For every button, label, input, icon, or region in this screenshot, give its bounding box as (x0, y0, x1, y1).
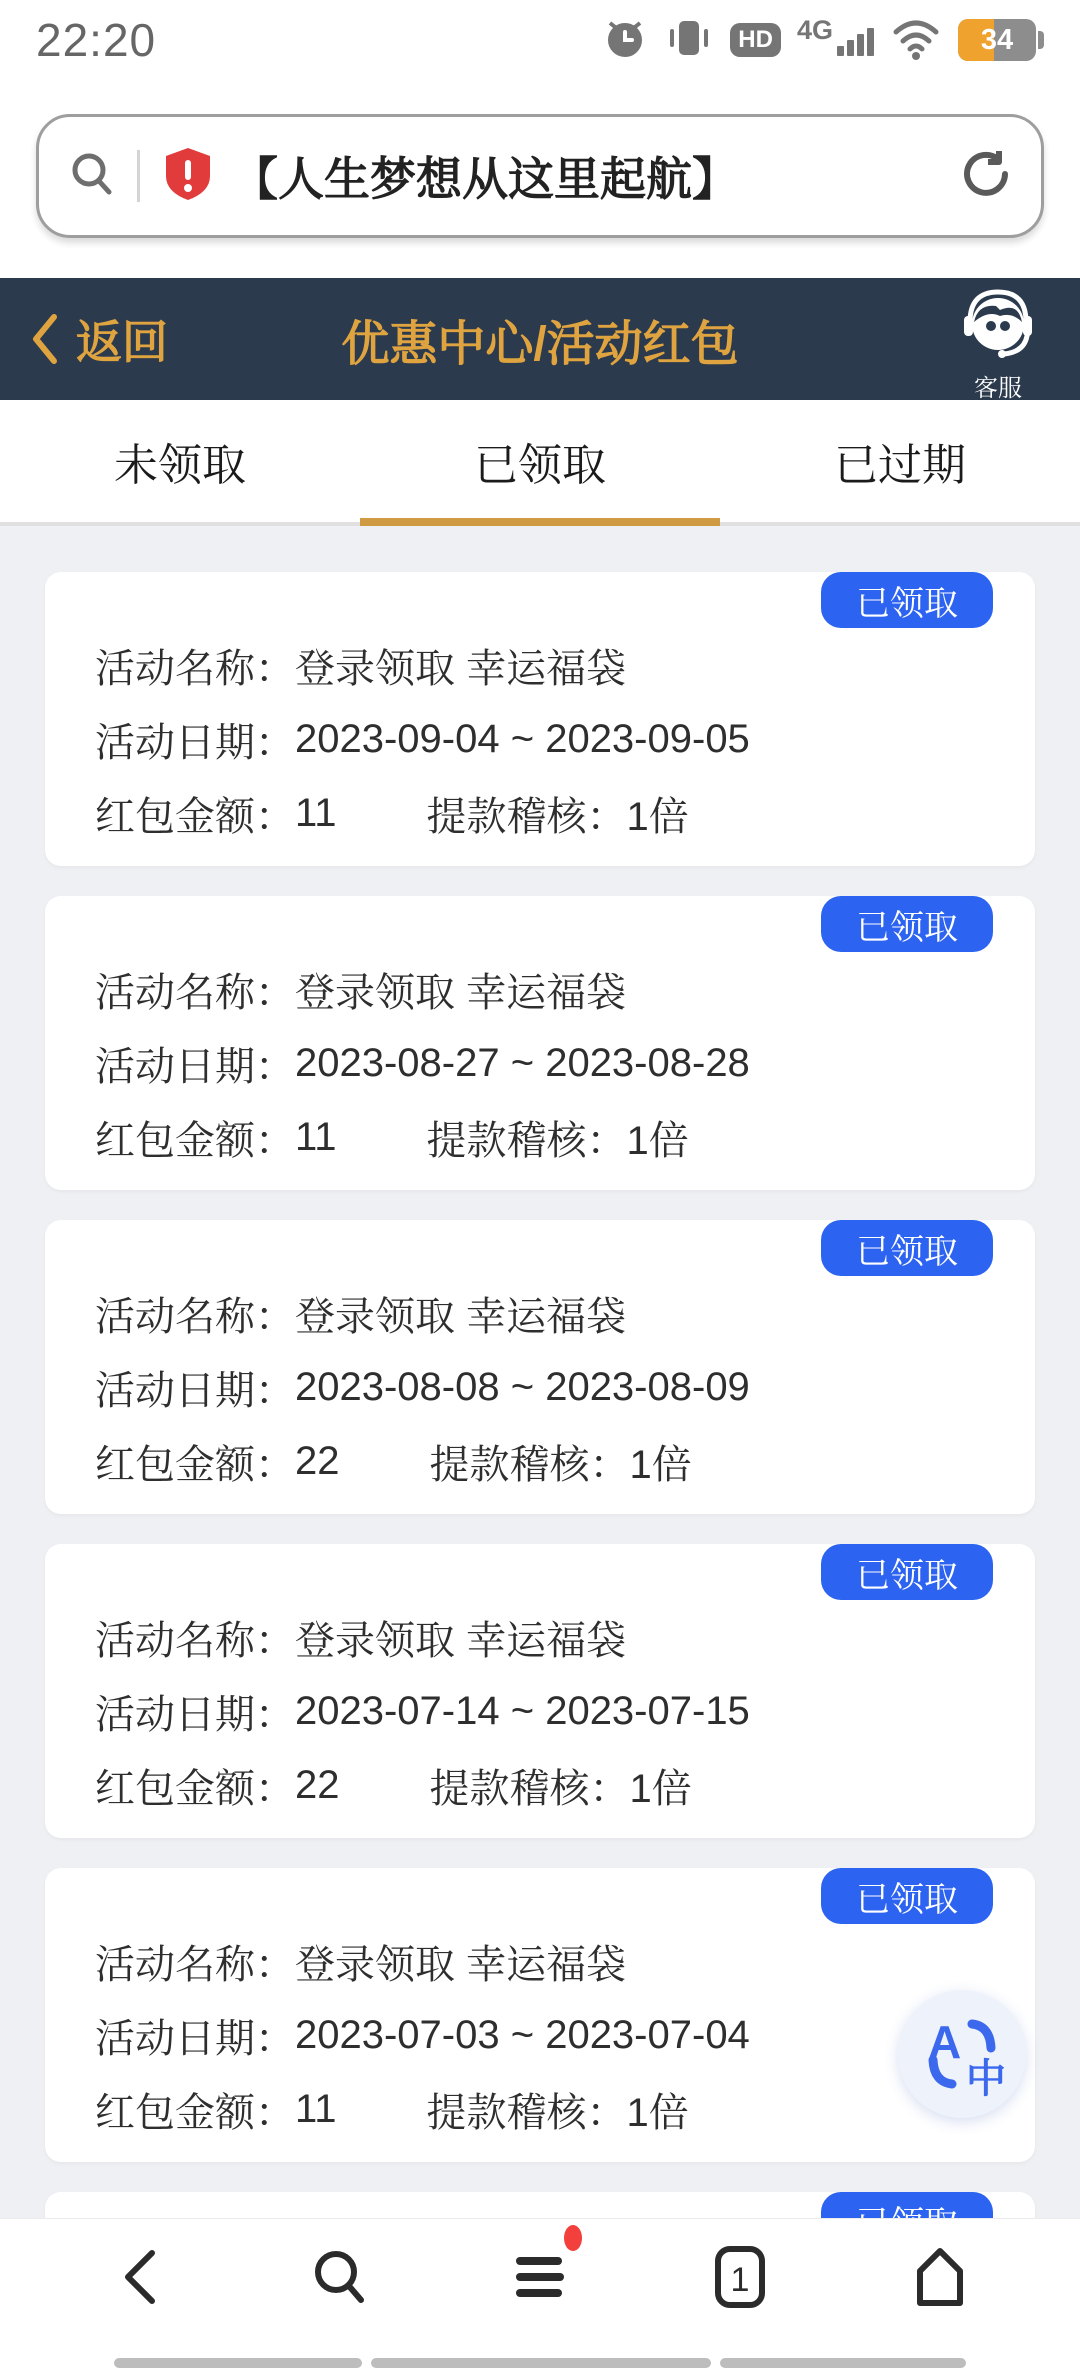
activity-date-row: 活动日期： 2023-08-27 ~ 2023-08-28 (95, 1040, 750, 1089)
customer-service-button[interactable] (960, 286, 1036, 403)
tab-bar (0, 400, 1080, 526)
svg-text:A: A (928, 2016, 962, 2068)
activity-amount-row: 红包金额： 11 提款稽核： 1倍 (95, 2086, 689, 2135)
refresh-icon[interactable] (959, 147, 1013, 206)
activity-amount-row: 红包金额： 22 提款稽核： 1倍 (95, 1762, 692, 1811)
status-badge: 已领取 (821, 1220, 993, 1276)
promo-card[interactable] (45, 1868, 1035, 2162)
activity-name-row: 活动名称： 登录领取 幸运福袋 (95, 970, 627, 1015)
alarm-icon (602, 15, 648, 66)
url-bar[interactable] (36, 114, 1044, 238)
nav-menu-button[interactable] (500, 2237, 580, 2317)
activity-name-row: 活动名称： 登录领取 幸运福袋 (95, 1618, 627, 1663)
security-warning-icon[interactable] (162, 146, 214, 207)
nav-back-button[interactable] (100, 2237, 180, 2317)
activity-date-row: 活动日期： 2023-09-04 ~ 2023-09-05 (95, 716, 750, 765)
wifi-icon (890, 16, 942, 65)
search-icon[interactable] (67, 148, 119, 205)
promo-card[interactable] (45, 1544, 1035, 1838)
translate-fab[interactable] (898, 1990, 1026, 2118)
activity-name-row: 活动名称： 登录领取 幸运福袋 (95, 1942, 627, 1987)
chevron-left-icon (118, 2245, 162, 2309)
page-header (0, 278, 1080, 400)
nav-tabs-button[interactable] (700, 2237, 780, 2317)
chevron-left-icon (30, 311, 60, 367)
bottom-handle-bars[interactable] (0, 2358, 1080, 2368)
service-label: 客服 (974, 375, 1022, 402)
tab-claimed[interactable]: 已领取 (360, 400, 720, 522)
activity-amount-row: 红包金额： 22 提款稽核： 1倍 (95, 1438, 692, 1487)
activity-date-row: 活动日期： 2023-08-08 ~ 2023-08-09 (95, 1364, 750, 1413)
nav-search-button[interactable] (300, 2237, 380, 2317)
translate-icon (914, 2006, 1010, 2102)
battery-icon (958, 19, 1044, 61)
nav-home-button[interactable] (900, 2237, 980, 2317)
status-badge: 已领取 (821, 896, 993, 952)
clock-time: 22:20 (36, 14, 157, 66)
tab-expired[interactable]: 已过期 (834, 441, 966, 490)
browser-bottom-nav (0, 2218, 1080, 2376)
back-label: 返回 (76, 316, 168, 368)
header-title: 优惠中心/活动红包 (341, 317, 739, 371)
status-icons (602, 15, 1044, 66)
menu-icon (512, 2249, 568, 2305)
vibrate-icon (664, 15, 714, 66)
activity-amount-row: 红包金额： 11 提款稽核： 1倍 (95, 790, 689, 839)
back-button[interactable] (30, 306, 168, 372)
tab-count: 1 (730, 2261, 750, 2299)
divider (137, 150, 140, 202)
tab-unclaimed[interactable]: 未领取 (114, 441, 246, 490)
activity-date-row: 活动日期： 2023-07-14 ~ 2023-07-15 (95, 1688, 750, 1737)
notification-dot (564, 2225, 582, 2251)
promo-card-list[interactable] (0, 526, 1080, 2237)
activity-amount-row: 红包金额： 11 提款稽核： 1倍 (95, 1114, 689, 1163)
home-icon (910, 2245, 970, 2309)
status-bar (0, 0, 1080, 80)
tab-count-icon (712, 2243, 768, 2311)
status-badge: 已领取 (821, 1868, 993, 1924)
battery-percent: 34 (980, 23, 1014, 56)
status-badge: 已领取 (821, 572, 993, 628)
activity-date-row: 活动日期： 2023-07-03 ~ 2023-07-04 (95, 2012, 750, 2061)
browser-url-section (0, 80, 1080, 278)
svg-text:中: 中 (966, 2057, 1006, 2101)
activity-name-row: 活动名称： 登录领取 幸运福袋 (95, 646, 627, 691)
hd-icon: HD (730, 23, 781, 57)
headset-agent-icon (960, 286, 1036, 370)
status-badge: 已领取 (821, 1544, 993, 1600)
signal-icon: 4G (797, 25, 874, 56)
search-icon (308, 2245, 372, 2309)
page-title[interactable]: 【人生梦想从这里起航】 (232, 153, 738, 205)
promo-card[interactable] (45, 1220, 1035, 1514)
activity-name-row: 活动名称： 登录领取 幸运福袋 (95, 1294, 627, 1339)
promo-card[interactable] (45, 896, 1035, 1190)
promo-card[interactable] (45, 572, 1035, 866)
